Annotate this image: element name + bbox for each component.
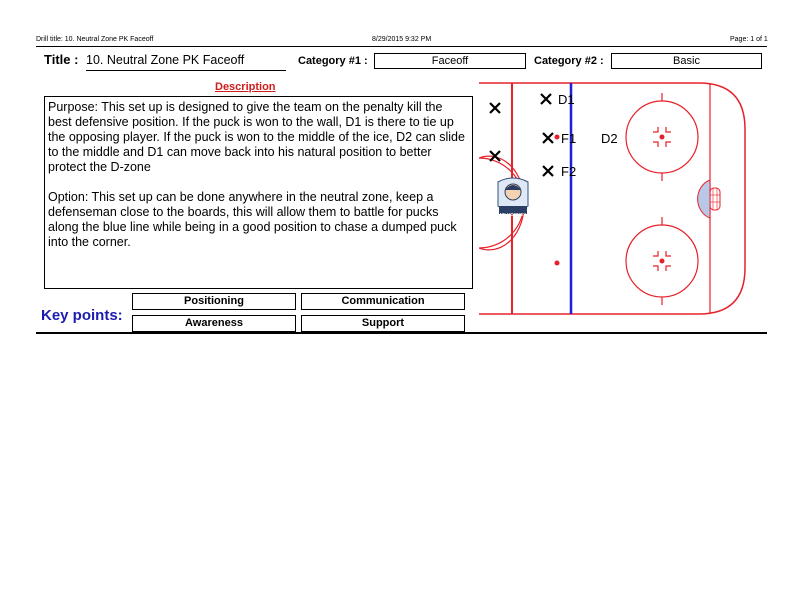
- description-heading: Description: [215, 81, 276, 93]
- hockey-logo: [498, 178, 528, 214]
- header-divider: [36, 46, 767, 47]
- description-purpose: Purpose: This set up is designed to give the team on the penalty kill the best defensive position. If the puck is won to the wall, D1 is there to tie up the opposing player. If the puck is won to the middle of the ice, D2 can slide to the middle and D1 can move back into his natural position to better protect the D-zone: [48, 100, 469, 174]
- faceoff-dot-neutral-top: [555, 135, 560, 140]
- drill-title-header: Drill title: 10. Neutral Zone PK Faceoff: [36, 36, 154, 43]
- category2-label: Category #2 :: [534, 55, 604, 67]
- logo-text: NF HOCKEY: [499, 212, 527, 217]
- goal-crease: [698, 180, 710, 218]
- page-number: Page: 1 of 1: [730, 36, 768, 43]
- category1-field: Faceoff: [374, 53, 526, 69]
- goal-net: [710, 188, 720, 210]
- label-d1: D1: [558, 92, 575, 107]
- label-d2: D2: [601, 131, 618, 146]
- description-option: Option: This set up can be done anywhere in the neutral zone, keep a defenseman close to the boards, this will allow them to battle for pucks along the blue line while being in a good position to chase a dumped puck into the corner.: [48, 190, 461, 249]
- category1-label: Category #1 :: [298, 55, 368, 67]
- key-point-positioning: Positioning: [132, 293, 296, 310]
- opponent-x-markers: [490, 94, 553, 176]
- footer-divider: [36, 332, 767, 334]
- rink-diagram: [479, 80, 769, 318]
- title-field: 10. Neutral Zone PK Faceoff: [86, 53, 286, 71]
- key-point-communication: Communication: [301, 293, 465, 310]
- neutral-dot: [555, 261, 560, 266]
- category2-field: Basic: [611, 53, 762, 69]
- description-box: [44, 96, 473, 289]
- title-label: Title :: [44, 52, 79, 67]
- key-points-label: Key points:: [41, 307, 123, 324]
- label-f2: F2: [561, 164, 577, 179]
- key-point-support: Support: [301, 315, 465, 332]
- datetime-header: 8/29/2015 9:32 PM: [372, 36, 432, 43]
- label-f1: F1: [561, 131, 577, 146]
- key-point-awareness: Awareness: [132, 315, 296, 332]
